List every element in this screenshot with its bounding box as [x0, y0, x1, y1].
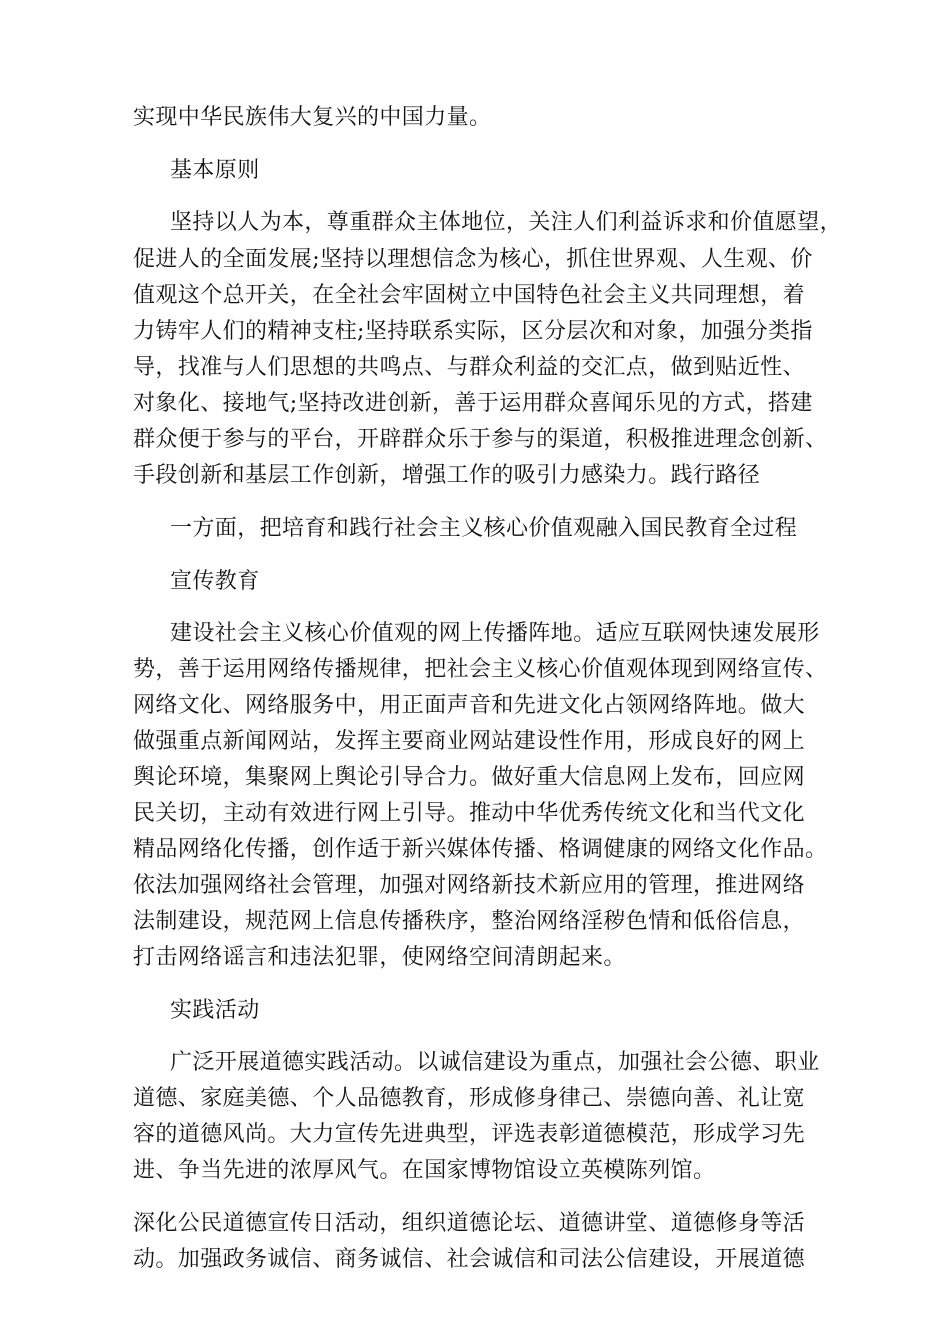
text-line: 对象化、接地气;坚持改进创新，善于运用群众喜闻乐见的方式，搭建: [133, 391, 813, 416]
text-line: 力铸牢人们的精神支柱;坚持联系实际，区分层次和对象，加强分类指: [133, 319, 813, 344]
text-line: 实现中华民族伟大复兴的中国力量。: [133, 105, 492, 130]
text-line: 坚持以人为本，尊重群众主体地位，关注人们利益诉求和价值愿望，: [170, 210, 843, 235]
section-heading-practice-activities: 实践活动: [170, 998, 260, 1023]
text-line: 动。加强政务诚信、商务诚信、社会诚信和司法公信建设，开展道德: [133, 1247, 806, 1272]
text-line: 法制建设，规范网上信息传播秩序，整治网络淫秽色情和低俗信息，: [133, 909, 806, 934]
text-line: 精品网络化传播，创作适于新兴媒体传播、格调健康的网络文化作品。: [133, 837, 828, 862]
text-line: 导，找准与人们思想的共鸣点、与群众利益的交汇点，做到贴近性、: [133, 355, 806, 380]
text-line: 做强重点新闻网站，发挥主要商业网站建设性作用，形成良好的网上: [133, 729, 806, 754]
text-line: 网络文化、网络服务中，用正面声音和先进文化占领网络阵地。做大: [133, 693, 806, 718]
text-line: 打击网络谣言和违法犯罪，使网络空间清朗起来。: [133, 945, 626, 970]
text-line: 进、争当先进的浓厚风气。在国家博物馆设立英模陈列馆。: [133, 1158, 716, 1183]
text-line: 群众便于参与的平台，开辟群众乐于参与的渠道，积极推进理念创新、: [133, 427, 828, 452]
text-line: 促进人的全面发展;坚持以理想信念为核心，抓住世界观、人生观、价: [133, 247, 813, 272]
section-heading-basic-principles: 基本原则: [170, 158, 260, 183]
text-line: 广泛开展道德实践活动。以诚信建设为重点，加强社会公德、职业: [170, 1050, 820, 1075]
text-line: 道德、家庭美德、个人品德教育，形成修身律己、崇德向善、礼让宽: [133, 1086, 806, 1111]
text-line: 势，善于运用网络传播规律，把社会主义核心价值观体现到网络宣传、: [133, 657, 828, 682]
text-line: 值观这个总开关，在全社会牢固树立中国特色社会主义共同理想，着: [133, 283, 806, 308]
text-line: 依法加强网络社会管理，加强对网络新技术新应用的管理，推进网络: [133, 873, 806, 898]
text-line: 手段创新和基层工作创新，增强工作的吸引力感染力。践行路径: [133, 463, 761, 488]
text-line: 一方面，把培育和践行社会主义核心价值观融入国民教育全过程: [170, 516, 798, 541]
text-line: 舆论环境，集聚网上舆论引导合力。做好重大信息网上发布，回应网: [133, 765, 806, 790]
text-line: 容的道德风尚。大力宣传先进典型，评选表彰道德模范，形成学习先: [133, 1122, 806, 1147]
text-line: 建设社会主义核心价值观的网上传播阵地。适应互联网快速发展形: [170, 621, 820, 646]
section-heading-publicity-education: 宣传教育: [170, 569, 260, 594]
text-line: 民关切，主动有效进行网上引导。推动中华优秀传统文化和当代文化: [133, 801, 806, 826]
text-line: 深化公民道德宣传日活动，组织道德论坛、道德讲堂、道德修身等活: [133, 1211, 806, 1236]
